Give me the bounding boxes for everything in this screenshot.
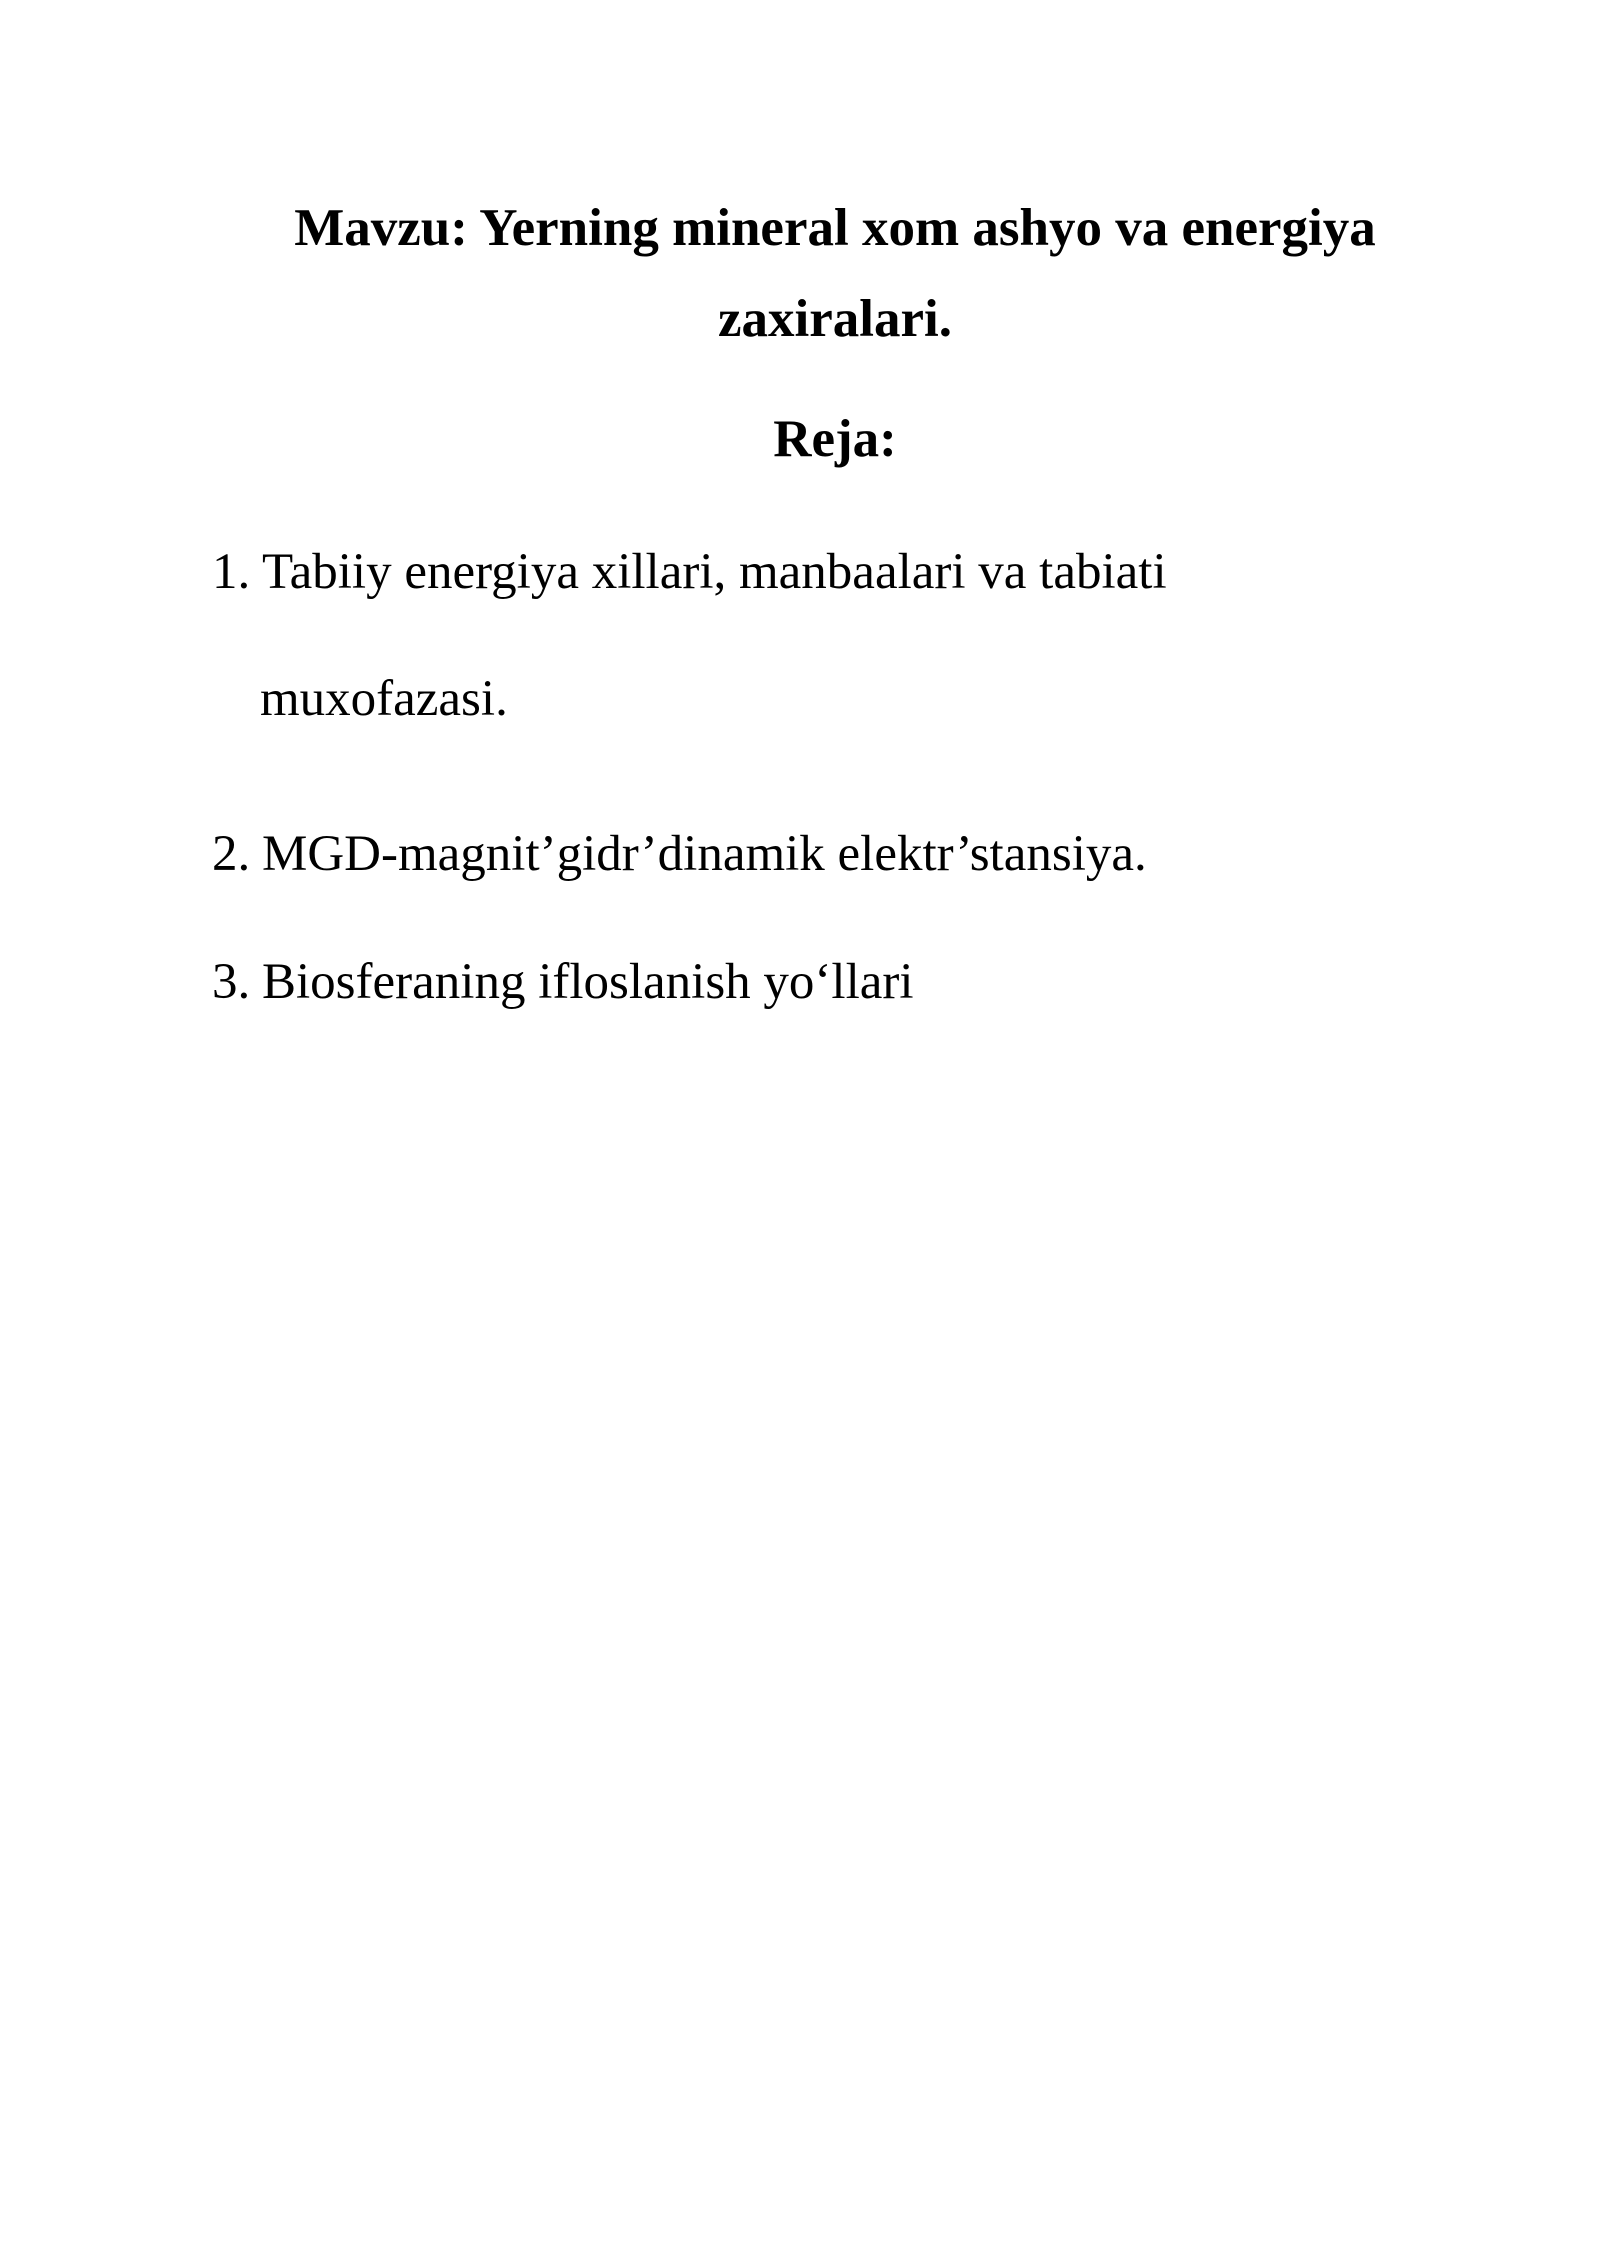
plan-item-number: 1. [212,544,251,600]
plan-item-text: MGD-magnit’gidr’dinamik elektr’stansiya. [262,826,1147,882]
plan-item-number: 2. [212,826,251,882]
plan-heading: Reja: [773,410,897,468]
plan-item-3 [212,952,1362,1022]
plan-item-2 [212,824,1362,894]
plan-item-number: 3. [212,954,251,1010]
page-title: Mavzu: Yerning mineral xom ashyo va energiya zaxiralari. [294,199,1376,348]
plan-item-1 [212,542,1362,732]
plan-item-text: Tabiiy energiya xillari, manbaalari va tabiati [262,544,1167,600]
plan-item-text-continuation: muxofazasi. [260,671,508,727]
plan-item-text: Biosferaning ifloslanish yo‘llari [262,954,914,1010]
